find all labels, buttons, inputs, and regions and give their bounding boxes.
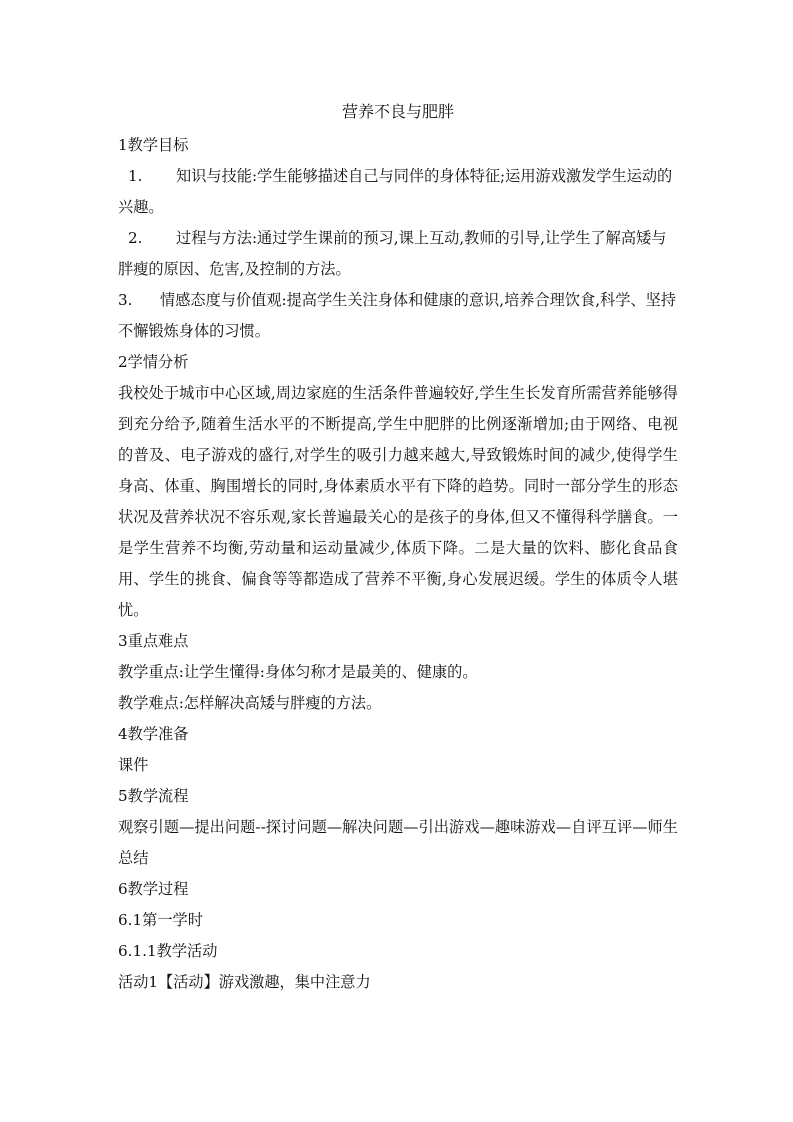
- subsection-teaching-activity: 6.1.1教学活动: [118, 942, 218, 960]
- activity-text: 活动1【活动】游戏激趣，集中注意力: [118, 973, 371, 991]
- objective-number: 3.: [118, 291, 133, 309]
- document-title: 营养不良与肥胖: [341, 102, 454, 121]
- section-heading-flow: 5教学流程: [118, 787, 189, 805]
- section-heading-process: 6教学过程: [118, 880, 189, 898]
- process-flow-text: 观察引题—提出问题--探讨问题—解决问题—引出游戏—趣味游戏—自评互评—师生总结: [118, 818, 678, 867]
- preparation-text: 课件: [118, 756, 149, 774]
- analysis-paragraph: 我校处于城市中心区域,周边家庭的生活条件普遍较好,学生生长发育所需营养能够得到充分给予,随着生活水平的不断提高,学生中肥胖的比例逐渐增加;由于网络、电视的普及、电子游戏的盛行,对学生的吸引力越来越大,导致锻炼时间的减少,使得学生身高、体重、胸围增长的同时,身体素质水平有下降的趋势。同时一部分学生的形态状况及营养状况不容乐观,家长普遍最关心的是孩子的身体,但又不懂得科学膳食。一是学生营养不均衡,劳动量和运动量减少,体质下降。二是大量的饮料、膨化食品食用、学生的挑食、偏食等等都造成了营养不平衡,身心发展迟缓。学生的体质令人堪忧。: [118, 384, 678, 619]
- objective-number: 1.: [128, 167, 143, 185]
- objective-item-3: [118, 285, 678, 347]
- key-point-text: 教学重点:让学生懂得:身体匀称才是最美的、健康的。: [118, 663, 478, 681]
- objective-item-1: [118, 161, 678, 223]
- subsection-first-lesson: 6.1第一学时: [118, 911, 203, 929]
- objective-item-2: [118, 223, 678, 285]
- objective-text: 过程与方法:通过学生课前的预习,课上互动,教师的引导,让学生了解高矮与胖瘦的原因、危害,及控制的方法。: [118, 229, 667, 278]
- section-heading-analysis: 2学情分析: [118, 353, 189, 371]
- section-heading-preparation: 4教学准备: [118, 725, 189, 743]
- objective-number: 2.: [128, 229, 143, 247]
- objective-text: 知识与技能:学生能够描述自己与同伴的身体特征;运用游戏激发学生运动的兴趣。: [118, 167, 673, 216]
- section-heading-key-points: 3重点难点: [118, 632, 189, 650]
- section-heading-objectives: 1教学目标: [118, 136, 189, 154]
- objective-text: 情感态度与价值观:提高学生关注身体和健康的意识,培养合理饮食,科学、坚持不懈锻炼身体的习惯。: [118, 291, 676, 340]
- difficulty-text: 教学难点:怎样解决高矮与胖瘦的方法。: [118, 694, 382, 712]
- document-page: [118, 98, 678, 998]
